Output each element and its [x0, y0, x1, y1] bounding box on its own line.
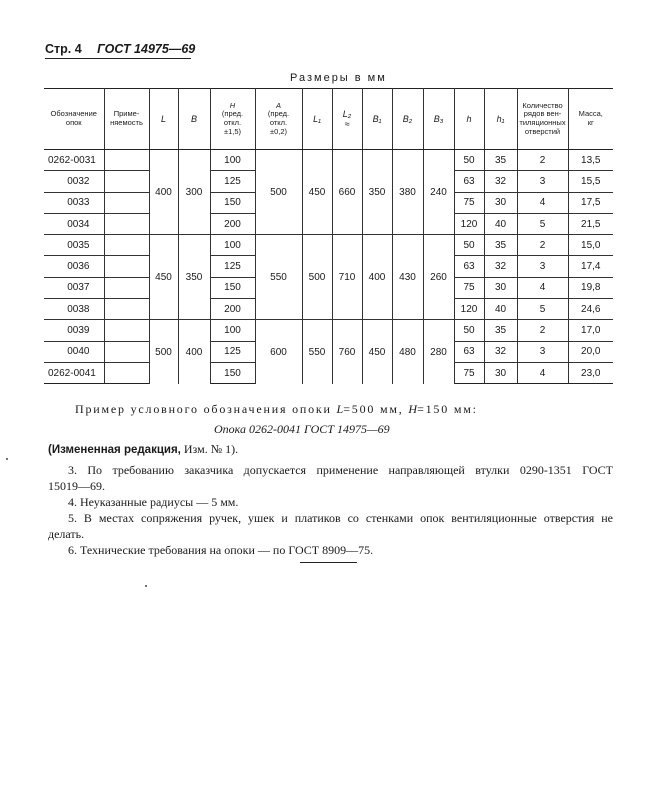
- cell-mass: 19,8: [568, 277, 613, 298]
- cell-applicability: [104, 362, 149, 383]
- designation-example: Пример условного обозначения опоки L=500 мм, H=150 мм:: [75, 402, 478, 416]
- cell-vent-rows: 3: [517, 256, 568, 277]
- note-5-continuation: делать.: [48, 527, 85, 541]
- cell-H: 150: [210, 362, 255, 383]
- cell-code: 0262-0041: [44, 362, 104, 383]
- cell-H: 200: [210, 299, 255, 320]
- cell-vent-rows: 5: [517, 213, 568, 234]
- cell-h: 50: [454, 235, 484, 256]
- note-3: 3. По требованию заказчика допускается применение направляющей втулки 0290-1351 ГОСТ: [68, 463, 613, 477]
- cell-vent-rows: 5: [517, 299, 568, 320]
- cell-applicability: [104, 299, 149, 320]
- table-row: [44, 235, 613, 256]
- cell-h: 75: [454, 362, 484, 383]
- dimensions-table: [44, 88, 613, 384]
- header-H: H (пред. откл. ±1,5): [210, 89, 255, 150]
- cell-h1: 35: [484, 320, 517, 341]
- cell-applicability: [104, 277, 149, 298]
- standard-number: ГОСТ 14975—69: [97, 42, 196, 56]
- cell-code: 0036: [44, 256, 104, 277]
- cell-code: 0040: [44, 341, 104, 362]
- units-caption: Размеры в мм: [290, 72, 387, 84]
- cell-h: 50: [454, 150, 484, 171]
- cell-h1: 30: [484, 192, 517, 213]
- scan-speck: [6, 458, 8, 460]
- cell-H: 100: [210, 235, 255, 256]
- cell-code: 0035: [44, 235, 104, 256]
- cell-h: 75: [454, 277, 484, 298]
- cell-h: 63: [454, 171, 484, 192]
- cell-B2: 480: [392, 320, 423, 384]
- cell-h1: 35: [484, 150, 517, 171]
- header-mass: Масса, кг: [568, 89, 613, 150]
- header-h1: h₁: [484, 89, 517, 150]
- cell-mass: 15,0: [568, 235, 613, 256]
- closing-rule: [300, 562, 357, 563]
- note-3-continuation: 15019—69.: [48, 479, 105, 493]
- cell-code: 0034: [44, 213, 104, 234]
- header-vent-rows: Количество рядов вен- тиляционных отверстий: [517, 89, 568, 150]
- header-L: L: [149, 89, 178, 150]
- header-A: A (пред. откл. ±0,2): [255, 89, 302, 150]
- header-applicability: Приме- няемость: [104, 89, 149, 150]
- cell-applicability: [104, 150, 149, 171]
- cell-vent-rows: 4: [517, 277, 568, 298]
- cell-code: 0038: [44, 299, 104, 320]
- header-underline: [45, 58, 191, 59]
- cell-h1: 40: [484, 213, 517, 234]
- cell-B1: 400: [362, 235, 392, 320]
- note-6: 6. Технические требования на опоки — по ГОСТ 8909—75.: [68, 543, 374, 557]
- cell-code: 0039: [44, 320, 104, 341]
- cell-h: 63: [454, 341, 484, 362]
- cell-L1: 500: [302, 235, 332, 320]
- cell-mass: 23,0: [568, 362, 613, 383]
- cell-L2: 660: [332, 150, 362, 235]
- cell-L2: 710: [332, 235, 362, 320]
- header-h: h: [454, 89, 484, 150]
- cell-B3: 260: [423, 235, 454, 320]
- cell-B2: 430: [392, 235, 423, 320]
- cell-B: 350: [178, 235, 210, 320]
- cell-H: 125: [210, 256, 255, 277]
- cell-A: 500: [255, 150, 302, 235]
- cell-applicability: [104, 213, 149, 234]
- page-header: [45, 42, 195, 56]
- cell-H: 150: [210, 277, 255, 298]
- cell-B1: 350: [362, 150, 392, 235]
- cell-mass: 17,4: [568, 256, 613, 277]
- cell-h1: 35: [484, 235, 517, 256]
- cell-mass: 15,5: [568, 171, 613, 192]
- cell-applicability: [104, 235, 149, 256]
- cell-h: 120: [454, 213, 484, 234]
- cell-h1: 40: [484, 299, 517, 320]
- cell-h1: 30: [484, 277, 517, 298]
- header-B2: B₂: [392, 89, 423, 150]
- cell-H: 125: [210, 341, 255, 362]
- cell-applicability: [104, 171, 149, 192]
- cell-B1: 450: [362, 320, 392, 384]
- cell-L1: 550: [302, 320, 332, 384]
- cell-A: 600: [255, 320, 302, 384]
- cell-vent-rows: 3: [517, 341, 568, 362]
- cell-h: 120: [454, 299, 484, 320]
- cell-code: 0032: [44, 171, 104, 192]
- designation-example-code: Опока 0262-0041 ГОСТ 14975—69: [214, 422, 390, 436]
- cell-A: 550: [255, 235, 302, 320]
- cell-code: 0262-0031: [44, 150, 104, 171]
- cell-H: 150: [210, 192, 255, 213]
- cell-h1: 30: [484, 362, 517, 383]
- amendment-note: (Измененная редакция, Изм. № 1).: [48, 442, 239, 456]
- cell-applicability: [104, 341, 149, 362]
- header-designation: Обозначение опок: [44, 89, 104, 150]
- page-number: Стр. 4: [45, 42, 82, 56]
- cell-B: 300: [178, 150, 210, 235]
- cell-vent-rows: 2: [517, 150, 568, 171]
- note-5: 5. В местах сопряжения ручек, ушек и платиков со стенками опок вентиляционные отверстия не: [68, 511, 613, 525]
- cell-h1: 32: [484, 341, 517, 362]
- header-L1: L₁: [302, 89, 332, 150]
- cell-H: 100: [210, 320, 255, 341]
- cell-B3: 240: [423, 150, 454, 235]
- cell-H: 125: [210, 171, 255, 192]
- cell-mass: 17,0: [568, 320, 613, 341]
- cell-h1: 32: [484, 171, 517, 192]
- cell-B2: 380: [392, 150, 423, 235]
- cell-mass: 21,5: [568, 213, 613, 234]
- cell-code: 0037: [44, 277, 104, 298]
- cell-mass: 17,5: [568, 192, 613, 213]
- cell-vent-rows: 4: [517, 192, 568, 213]
- cell-B3: 280: [423, 320, 454, 384]
- cell-L1: 450: [302, 150, 332, 235]
- cell-L2: 760: [332, 320, 362, 384]
- cell-L: 450: [149, 235, 178, 320]
- table-body: [44, 150, 613, 384]
- header-B3: B₃: [423, 89, 454, 150]
- cell-h: 50: [454, 320, 484, 341]
- cell-mass: 13,5: [568, 150, 613, 171]
- table-row: [44, 320, 613, 341]
- cell-B: 400: [178, 320, 210, 384]
- cell-applicability: [104, 320, 149, 341]
- cell-applicability: [104, 192, 149, 213]
- header-B: B: [178, 89, 210, 150]
- cell-h: 63: [454, 256, 484, 277]
- cell-vent-rows: 2: [517, 320, 568, 341]
- cell-code: 0033: [44, 192, 104, 213]
- cell-H: 200: [210, 213, 255, 234]
- cell-applicability: [104, 256, 149, 277]
- cell-h1: 32: [484, 256, 517, 277]
- table-row: [44, 150, 613, 171]
- scan-speck: [145, 585, 147, 587]
- header-L2: L₂ ≈: [332, 89, 362, 150]
- cell-L: 400: [149, 150, 178, 235]
- cell-vent-rows: 4: [517, 362, 568, 383]
- cell-mass: 20,0: [568, 341, 613, 362]
- note-4: 4. Неуказанные радиусы — 5 мм.: [68, 495, 239, 509]
- cell-vent-rows: 3: [517, 171, 568, 192]
- notes-list: [48, 462, 613, 558]
- cell-h: 75: [454, 192, 484, 213]
- cell-H: 100: [210, 150, 255, 171]
- header-B1: B₁: [362, 89, 392, 150]
- table-header-row: [44, 89, 613, 150]
- cell-mass: 24,6: [568, 299, 613, 320]
- cell-L: 500: [149, 320, 178, 384]
- cell-vent-rows: 2: [517, 235, 568, 256]
